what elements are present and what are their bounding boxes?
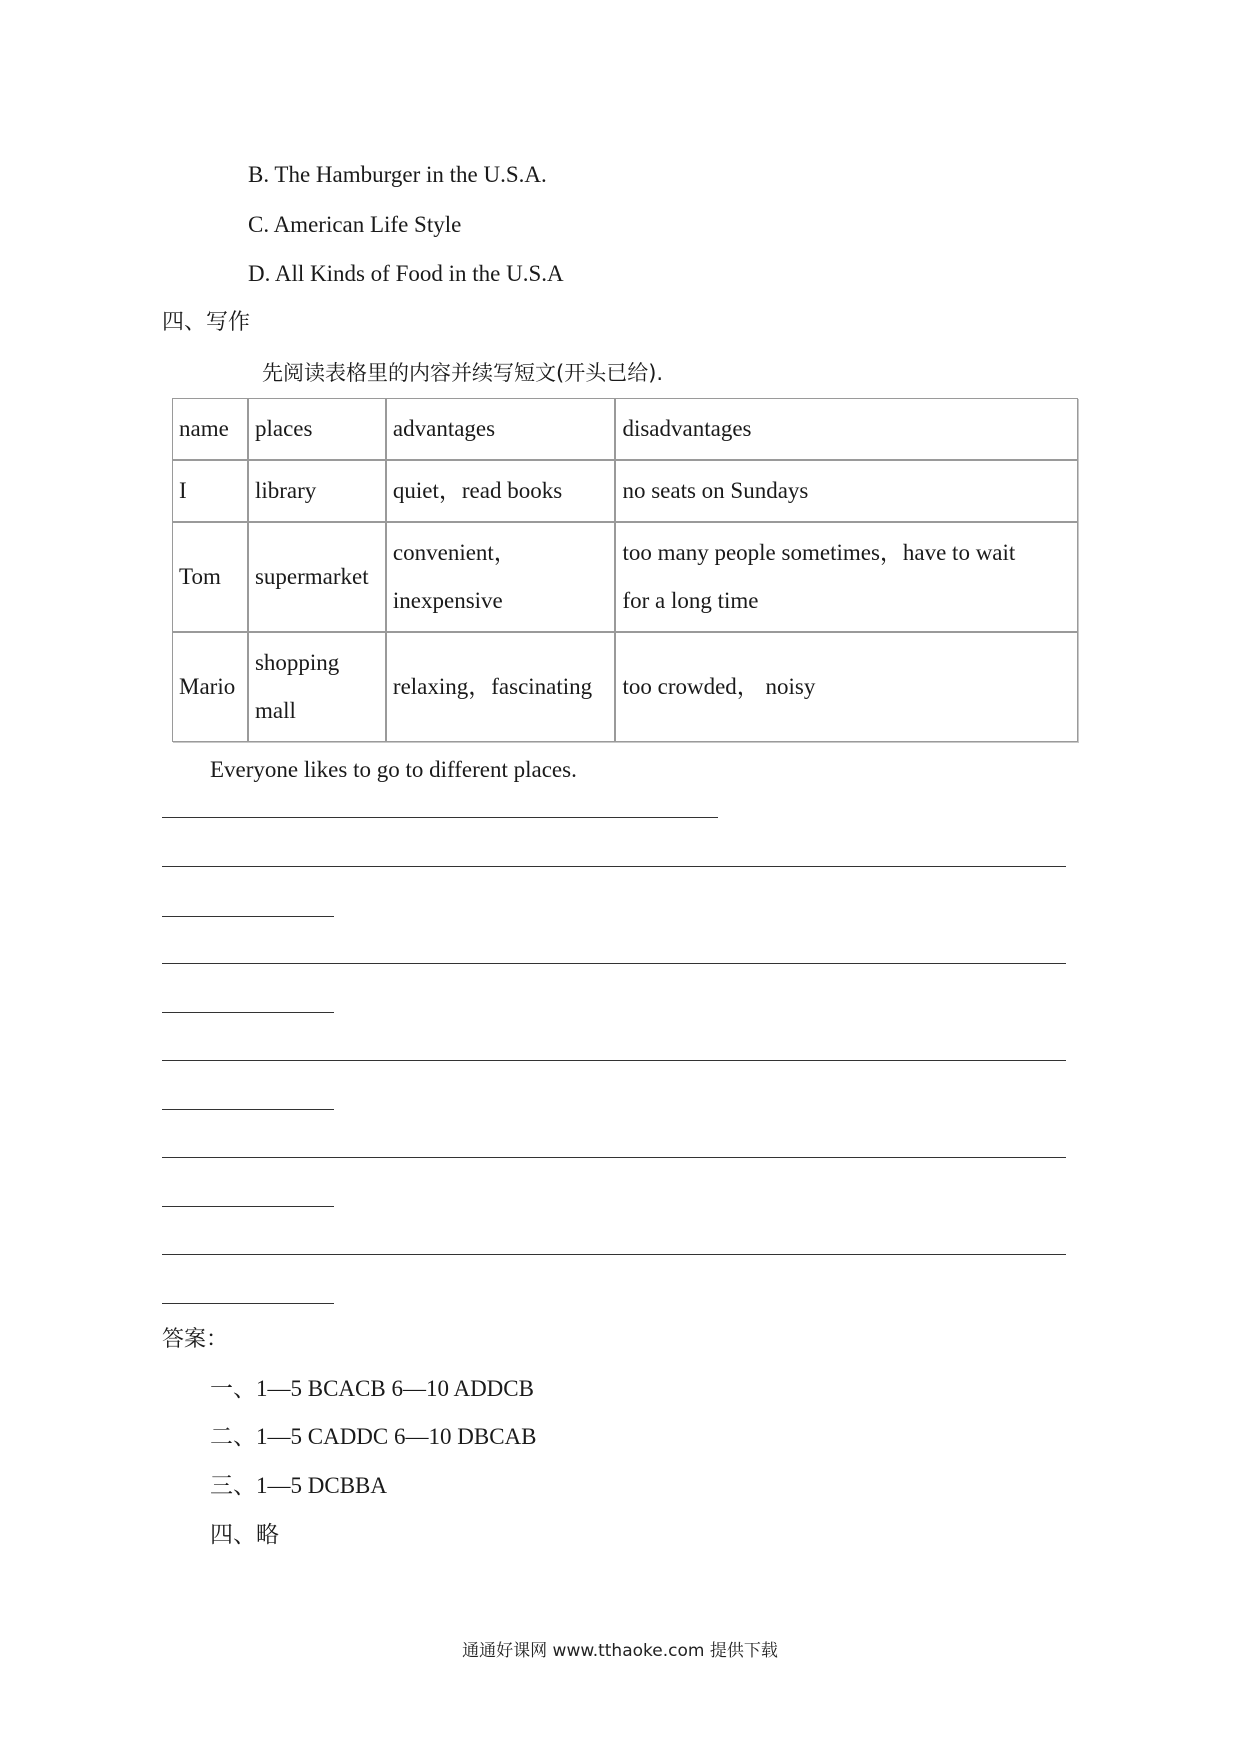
advantages-line-2: inexpensive [392, 588, 503, 613]
writing-blank-line[interactable] [162, 817, 718, 818]
writing-blank-line[interactable] [162, 1109, 334, 1110]
answer-line: 三、1—5 DCBBA [210, 1473, 387, 1498]
header-advantages: advantages [386, 398, 616, 460]
header-disadvantages: disadvantages [615, 398, 1078, 460]
writing-instruction: 先阅读表格里的内容并续写短文(开头已给). [262, 361, 664, 385]
cell-place [248, 632, 386, 742]
writing-blank-line[interactable] [162, 866, 1066, 867]
answer-line: 四、略 [210, 1522, 279, 1547]
disadvantages-line-2: for a long time [622, 588, 759, 613]
writing-blank-line[interactable] [162, 1254, 1066, 1255]
cell-name: Mario [172, 632, 248, 742]
cell-advantages: quiet，read books [386, 460, 616, 522]
disadvantages-line-1: too many people sometimes，have to wait [622, 540, 1016, 565]
section-heading-writing: 四、写作 [162, 310, 251, 335]
header-places: places [248, 398, 386, 460]
cell-disadvantages: too crowded， noisy [615, 632, 1078, 742]
writing-blank-line[interactable] [162, 916, 334, 917]
place-line-1: shopping [254, 650, 340, 675]
answers-heading: 答案： [162, 1327, 229, 1352]
table-header-row [172, 398, 1078, 460]
writing-blank-line[interactable] [162, 1157, 1066, 1158]
option-c: C. American Life Style [248, 212, 462, 237]
table-row [172, 632, 1078, 742]
writing-blank-line[interactable] [162, 1206, 334, 1207]
answer-line: 二、1—5 CADDC 6—10 DBCAB [210, 1424, 537, 1449]
advantages-line-1: convenient， [392, 540, 517, 565]
table-row [172, 460, 1078, 522]
cell-advantages: relaxing，fascinating [386, 632, 616, 742]
writing-blank-line[interactable] [162, 1012, 334, 1013]
cell-place: supermarket [248, 522, 386, 632]
option-b: B. The Hamburger in the U.S.A. [248, 162, 547, 187]
writing-blank-line[interactable] [162, 963, 1066, 964]
place-line-2: mall [254, 698, 296, 723]
writing-blank-line[interactable] [162, 1303, 334, 1304]
cell-disadvantages: no seats on Sundays [615, 460, 1078, 522]
opening-sentence: Everyone likes to go to different places. [210, 757, 577, 782]
header-name: name [172, 398, 248, 460]
option-d: D. All Kinds of Food in the U.S.A [248, 261, 564, 286]
table-row [172, 522, 1078, 632]
page-footer: 通通好课网 www.tthaoke.com 提供下载 [462, 1641, 778, 1661]
cell-place: library [248, 460, 386, 522]
info-table [172, 398, 1078, 742]
cell-disadvantages [615, 522, 1078, 632]
writing-blank-line[interactable] [162, 1060, 1066, 1061]
answer-line: 一、1—5 BCACB 6—10 ADDCB [210, 1376, 534, 1401]
cell-name: I [172, 460, 248, 522]
cell-advantages [386, 522, 616, 632]
cell-name: Tom [172, 522, 248, 632]
